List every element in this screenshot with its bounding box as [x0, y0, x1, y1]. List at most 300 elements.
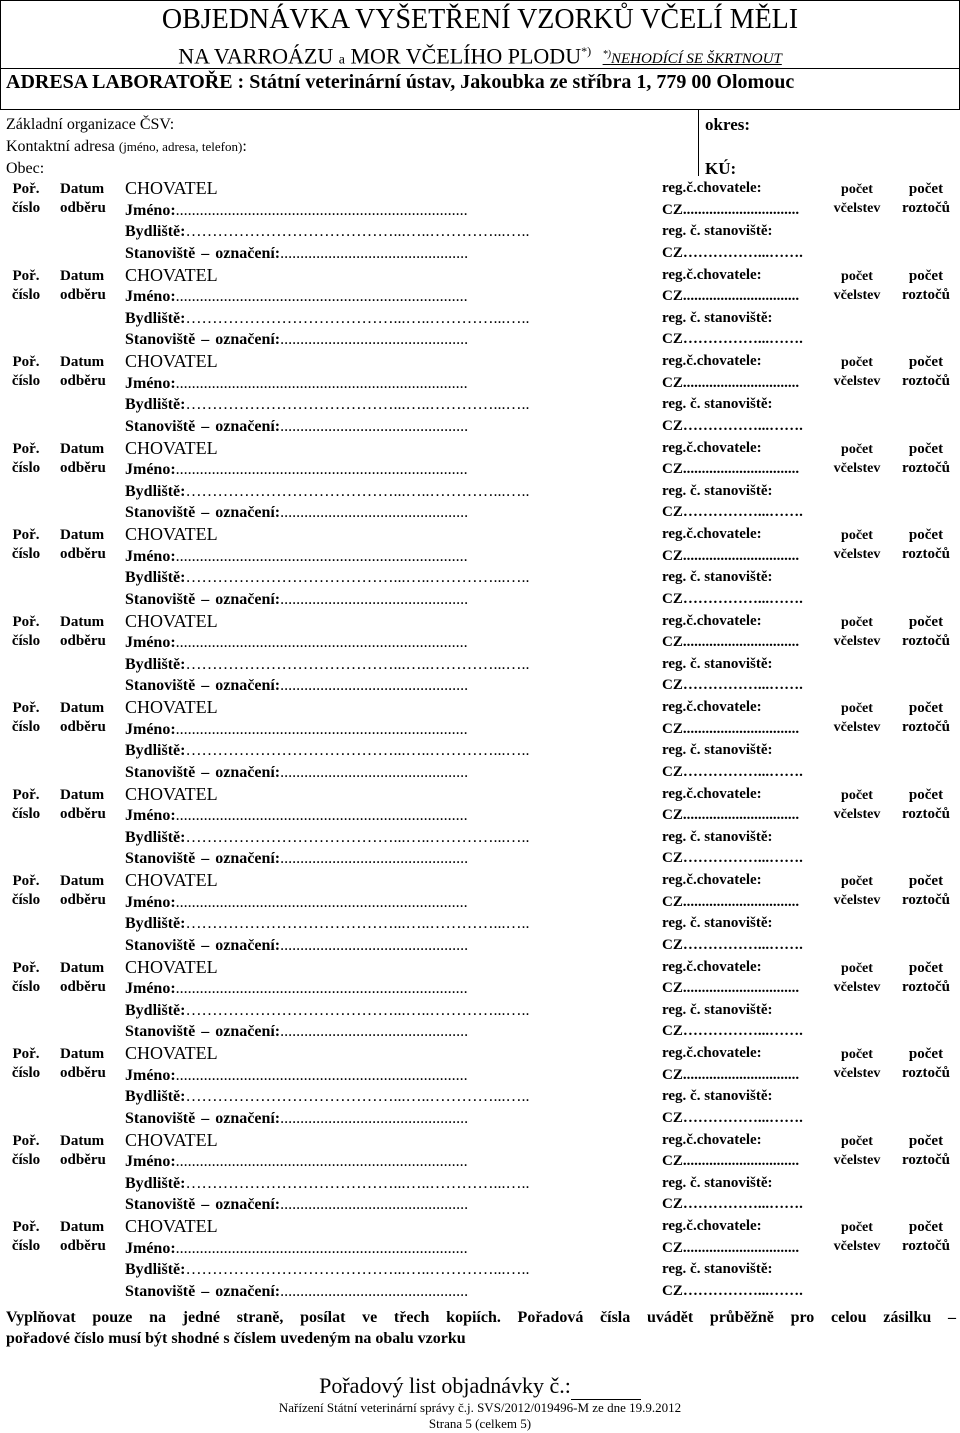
jmeno-dots: .........................................................................	[175, 288, 468, 305]
pocet-label: počet	[908, 1046, 944, 1062]
pocet-label: počet	[908, 613, 944, 630]
pocet-roztocu-label	[896, 699, 956, 737]
jmeno-field[interactable]	[125, 719, 529, 741]
bydliste-field[interactable]	[125, 394, 529, 416]
jmeno-label: Jméno:	[125, 201, 176, 219]
reg-stanoviste-field[interactable]: CZ……………...…….	[662, 244, 803, 261]
reg-stanoviste-label: reg. č. stanoviště:	[662, 828, 773, 845]
oznaceni-label: označení:	[215, 1023, 281, 1040]
datum-label-line1: Datum	[60, 1046, 105, 1062]
bydliste-field[interactable]	[125, 481, 529, 503]
por-label-line2: číslo	[11, 1151, 41, 1168]
datum-odberu-label	[60, 786, 106, 824]
pocet-vcelstev-label	[828, 1132, 886, 1170]
bydliste-label: Bydliště:	[125, 742, 186, 759]
jmeno-label: Jméno:	[125, 288, 176, 305]
oznaceni-label: označení:	[215, 763, 281, 781]
reg-chovatele-field[interactable]: CZ...............................	[662, 720, 800, 737]
datum-label-line2: odběru	[60, 719, 106, 735]
chovatel-heading: CHOVATEL	[125, 1216, 218, 1236]
pocet-roztocu-label	[896, 440, 956, 478]
vcelstev-label: včelstev	[833, 460, 881, 476]
pocet-label: počet	[908, 354, 944, 370]
por-label-line2: číslo	[11, 546, 41, 562]
stanoviste-dash: –	[201, 244, 210, 262]
obec-label: Obec:	[6, 160, 45, 177]
bydliste-dots: …………………………………...…..…………...…..	[185, 396, 530, 413]
bydliste-field[interactable]	[125, 1086, 529, 1108]
vcelstev-label: včelstev	[833, 720, 881, 735]
reg-chovatele-field[interactable]: CZ...............................	[662, 1153, 800, 1169]
reg-chovatele-field[interactable]: CZ...............................	[662, 547, 800, 564]
jmeno-label: Jméno:	[125, 893, 176, 911]
stanoviste-dots: ...............................................	[280, 1109, 469, 1127]
chovatel-block	[125, 784, 529, 870]
pocet-vcelstev-label	[828, 1218, 886, 1256]
stanoviste-label: Stanoviště	[125, 417, 196, 435]
jmeno-field[interactable]	[125, 892, 529, 914]
stanoviste-label: Stanoviště	[125, 1282, 196, 1300]
jmeno-label: Jméno:	[125, 1239, 176, 1257]
vcelstev-label: včelstev	[833, 1152, 881, 1168]
roztocu-label: roztočů	[901, 1151, 951, 1168]
reg-chovatele-field[interactable]: CZ...............................	[662, 1066, 800, 1083]
bydliste-dots: …………………………………...…..…………...…..	[185, 1001, 530, 1019]
jmeno-dots: .........................................................................	[175, 807, 468, 824]
jmeno-field[interactable]	[125, 373, 529, 395]
pocet-label: počet	[841, 441, 873, 457]
pocet-label: počet	[841, 960, 873, 976]
stanoviste-dash: –	[201, 1196, 210, 1213]
reg-stanoviste-label: reg. č. stanoviště:	[662, 915, 773, 931]
pocet-label: počet	[841, 1047, 873, 1062]
pocet-label: počet	[908, 873, 944, 889]
oznaceni-label: označení:	[215, 244, 281, 262]
reg-stanoviste-field[interactable]: CZ……………...…….	[662, 504, 803, 520]
stanoviste-dots: ...............................................	[280, 1023, 469, 1040]
stanoviste-field[interactable]	[125, 762, 529, 784]
divider	[698, 109, 699, 176]
oznaceni-label: označení:	[215, 1282, 281, 1300]
pocet-label: počet	[908, 1219, 944, 1235]
jmeno-field[interactable]	[125, 805, 529, 827]
registration-block	[662, 784, 803, 870]
stanoviste-field[interactable]	[125, 675, 529, 697]
stanoviste-field[interactable]	[125, 502, 529, 524]
bydliste-dots: …………………………………...…..…………...…..	[185, 828, 530, 846]
pocet-label: počet	[908, 527, 944, 543]
datum-label-line1: Datum	[60, 267, 105, 284]
reg-chovatele-field[interactable]: CZ...............................	[662, 374, 800, 391]
por-label-line2: číslo	[11, 978, 41, 995]
bydliste-field[interactable]	[125, 567, 529, 589]
chovatel-heading: CHOVATEL	[125, 870, 218, 890]
stanoviste-field[interactable]	[125, 416, 529, 438]
bydliste-label: Bydliště:	[125, 828, 186, 846]
jmeno-field[interactable]	[125, 1151, 529, 1173]
por-label-line1: Poř.	[12, 786, 40, 803]
reg-chovatele-label: reg.č.chovatele:	[662, 526, 762, 542]
pocet-roztocu-label	[896, 1045, 956, 1083]
bydliste-label: Bydliště:	[125, 1261, 186, 1278]
strike-note	[603, 51, 782, 67]
lab-address: ADRESA LABORATOŘE : Státní veterinární ústav, Jakoubka ze stříbra 1, 779 00 Olomouc	[6, 71, 795, 93]
registration-block	[662, 265, 803, 351]
entry-row	[0, 178, 960, 265]
pocet-label: počet	[908, 440, 944, 457]
datum-odberu-label	[60, 1045, 106, 1083]
entry-row	[0, 957, 960, 1044]
pocet-roztocu-label	[896, 267, 956, 305]
chovatel-block	[125, 1130, 529, 1216]
pocet-label: počet	[908, 181, 944, 197]
reg-chovatele-field[interactable]: CZ...............................	[662, 980, 800, 996]
reg-chovatele-label: reg.č.chovatele:	[662, 439, 762, 456]
por-label-line1: Poř.	[12, 1132, 40, 1149]
stanoviste-field[interactable]	[125, 935, 529, 957]
entry-row	[0, 784, 960, 871]
stanoviste-field[interactable]	[125, 1021, 529, 1043]
pocet-roztocu-label	[896, 526, 956, 564]
reg-stanoviste-label: reg. č. stanoviště:	[662, 223, 773, 239]
pocet-vcelstev-label	[828, 699, 886, 737]
jmeno-field[interactable]	[125, 1238, 529, 1260]
bydliste-dots: …………………………………...…..…………...…..	[185, 915, 530, 932]
reg-stanoviste-field[interactable]: CZ……………...…….	[662, 590, 803, 607]
reg-stanoviste-field[interactable]: CZ……………...…….	[662, 936, 803, 953]
stanoviste-label: Stanoviště	[125, 850, 196, 867]
subtitle-mor: MOR VČELÍHO PLODU	[350, 43, 582, 69]
entry-row	[0, 265, 960, 352]
oznaceni-label: označení:	[215, 936, 281, 954]
stanoviste-dots: ...............................................	[280, 850, 469, 867]
bydliste-field[interactable]	[125, 308, 529, 330]
chovatel-heading: CHOVATEL	[125, 610, 218, 631]
jmeno-dots: .........................................................................	[175, 1066, 468, 1084]
jmeno-field[interactable]	[125, 978, 529, 1000]
datum-odberu-label	[60, 267, 106, 305]
subtitle-footnote-mark: *)	[581, 44, 592, 58]
jmeno-field[interactable]	[125, 459, 529, 481]
reg-stanoviste-label: reg. č. stanoviště:	[662, 1174, 773, 1191]
jmeno-label: Jméno:	[125, 1153, 176, 1170]
roztocu-label: roztočů	[901, 1065, 951, 1081]
entry-row	[0, 524, 960, 611]
reg-stanoviste-label: reg. č. stanoviště:	[662, 396, 773, 412]
datum-label-line1: Datum	[60, 786, 105, 803]
registration-block	[662, 1043, 803, 1129]
por-label-line2: číslo	[11, 286, 41, 303]
datum-label-line1: Datum	[60, 1219, 105, 1235]
poradove-cislo-label	[8, 180, 44, 218]
reg-chovatele-field[interactable]: CZ...............................	[662, 201, 800, 218]
stanoviste-dash: –	[201, 1282, 210, 1300]
vcelstev-label: včelstev	[833, 1239, 881, 1254]
entry-row	[0, 351, 960, 438]
datum-label-line1: Datum	[60, 1132, 105, 1149]
pocet-vcelstev-label	[828, 786, 886, 824]
roztocu-label: roztočů	[901, 632, 951, 649]
pocet-roztocu-label	[896, 613, 956, 651]
page-number: Strana 5 (celkem 5)	[428, 1416, 532, 1431]
stanoviste-field[interactable]	[125, 589, 529, 611]
chovatel-heading: CHOVATEL	[125, 783, 218, 804]
registration-block	[662, 178, 803, 264]
chovatel-block	[125, 265, 529, 351]
por-label-line1: Poř.	[12, 181, 40, 197]
stanoviste-dash: –	[201, 936, 210, 954]
stanoviste-field[interactable]	[125, 1194, 529, 1216]
stanoviste-dash: –	[201, 763, 210, 781]
stanoviste-field[interactable]	[125, 329, 529, 351]
jmeno-label: Jméno:	[125, 720, 176, 738]
oznaceni-label: označení:	[215, 1109, 281, 1127]
pocet-label: počet	[841, 355, 873, 370]
reg-stanoviste-label: reg. č. stanoviště:	[662, 742, 773, 758]
pocet-label: počet	[841, 874, 873, 889]
bydliste-label: Bydliště:	[125, 1174, 186, 1192]
stanoviste-dash: –	[201, 504, 210, 521]
vcelstev-label: včelstev	[833, 374, 881, 389]
bydliste-label: Bydliště:	[125, 915, 186, 932]
chovatel-heading: CHOVATEL	[125, 524, 218, 544]
bydliste-dots: …………………………………...…..…………...…..	[185, 569, 530, 586]
pocet-vcelstev-label	[828, 1045, 886, 1083]
jmeno-field[interactable]	[125, 1065, 529, 1087]
order-sheet-blank[interactable]	[571, 1379, 641, 1400]
datum-label-line2: odběru	[60, 1151, 106, 1168]
poradove-cislo-label	[8, 267, 44, 305]
stanoviste-dash: –	[201, 1109, 210, 1127]
pocet-vcelstev-label	[828, 440, 886, 478]
poradove-cislo-label	[8, 1132, 44, 1170]
reg-chovatele-field[interactable]: CZ...............................	[662, 288, 800, 304]
contact-label: Kontaktní adresa	[6, 138, 115, 155]
reg-stanoviste-field[interactable]: CZ……………...…….	[662, 1196, 803, 1212]
reg-stanoviste-field[interactable]: CZ……………...…….	[662, 1109, 803, 1126]
pocet-vcelstev-label	[828, 613, 886, 651]
entry-row	[0, 1216, 960, 1303]
jmeno-label: Jméno:	[125, 634, 176, 651]
bydliste-dots: …………………………………...…..…………...…..	[185, 309, 530, 327]
chovatel-heading: CHOVATEL	[125, 956, 218, 977]
chovatel-heading: CHOVATEL	[125, 178, 218, 198]
reg-chovatele-label: reg.č.chovatele:	[662, 1131, 762, 1148]
bydliste-label: Bydliště:	[125, 482, 186, 500]
pocet-label: počet	[841, 1220, 873, 1235]
reg-chovatele-field[interactable]: CZ...............................	[662, 807, 800, 823]
chovatel-heading: CHOVATEL	[125, 1043, 218, 1063]
reg-chovatele-label: reg.č.chovatele:	[662, 958, 762, 975]
jmeno-dots: .........................................................................	[175, 374, 468, 392]
oznaceni-label: označení:	[215, 1196, 281, 1213]
reg-chovatele-field[interactable]: CZ...............................	[662, 634, 800, 650]
pocet-roztocu-label	[896, 1218, 956, 1256]
por-label-line1: Poř.	[12, 613, 40, 630]
stanoviste-label: Stanoviště	[125, 1023, 196, 1040]
bydliste-field[interactable]	[125, 1000, 529, 1022]
datum-label-line1: Datum	[60, 873, 105, 889]
datum-label-line1: Datum	[60, 440, 105, 457]
por-label-line2: číslo	[11, 719, 41, 735]
jmeno-dots: .........................................................................	[175, 1239, 468, 1257]
stanoviste-label: Stanoviště	[125, 244, 196, 262]
jmeno-field[interactable]	[125, 286, 529, 308]
bydliste-label: Bydliště:	[125, 1001, 186, 1019]
roztocu-label: roztočů	[901, 200, 951, 216]
order-sheet-number	[0, 1372, 960, 1400]
note-text: NEHODÍCÍ SE ŠKRTNOUT	[610, 51, 782, 68]
pocet-label: počet	[841, 1133, 873, 1149]
poradove-cislo-label	[8, 786, 44, 824]
stanoviste-label: Stanoviště	[125, 590, 196, 608]
reg-stanoviste-field[interactable]: CZ……………...…….	[662, 1023, 803, 1039]
por-label-line1: Poř.	[12, 873, 40, 889]
reg-chovatele-label: reg.č.chovatele:	[662, 266, 762, 283]
pocet-roztocu-label	[896, 1132, 956, 1170]
jmeno-label: Jméno:	[125, 374, 176, 392]
entry-row	[0, 1043, 960, 1130]
jmeno-field[interactable]	[125, 546, 529, 568]
stanoviste-field[interactable]	[125, 848, 529, 870]
contact-hint: (jméno, adresa, telefon)	[118, 139, 243, 154]
ku-label: KÚ:	[705, 159, 737, 178]
bydliste-dots: …………………………………...…..…………...…..	[185, 1174, 530, 1192]
stanoviste-field[interactable]	[125, 243, 529, 265]
jmeno-dots: .........................................................................	[175, 980, 468, 997]
registration-block	[662, 1216, 803, 1302]
reg-stanoviste-label: reg. č. stanoviště:	[662, 569, 773, 585]
por-label-line2: číslo	[11, 892, 41, 908]
vcelstev-label: včelstev	[833, 893, 881, 908]
bydliste-field[interactable]	[125, 1259, 529, 1281]
jmeno-dots: .........................................................................	[175, 461, 468, 478]
stanoviste-field[interactable]	[125, 1281, 529, 1303]
stanoviste-label: Stanoviště	[125, 504, 196, 521]
bydliste-label: Bydliště:	[125, 655, 186, 673]
bydliste-dots: …………………………………...…..…………...…..	[185, 223, 530, 240]
poradove-cislo-label	[8, 613, 44, 651]
stanoviste-dots: ...............................................	[280, 1196, 469, 1213]
jmeno-label: Jméno:	[125, 547, 176, 565]
reg-stanoviste-field[interactable]: CZ……………...…….	[662, 763, 803, 780]
bydliste-label: Bydliště:	[125, 309, 186, 327]
registration-block	[662, 870, 803, 956]
bydliste-field[interactable]	[125, 1173, 529, 1195]
stanoviste-dash: –	[201, 590, 210, 608]
pocet-label: počet	[908, 1132, 944, 1149]
roztocu-label: roztočů	[901, 286, 951, 303]
reg-stanoviste-field[interactable]: CZ……………...…….	[662, 850, 803, 866]
bydliste-field[interactable]	[125, 740, 529, 762]
roztocu-label: roztočů	[901, 1238, 951, 1254]
pocet-vcelstev-label	[828, 353, 886, 391]
reg-chovatele-field[interactable]: CZ...............................	[662, 461, 800, 477]
divider	[0, 68, 960, 69]
bydliste-field[interactable]	[125, 654, 529, 676]
stanoviste-dots: ...............................................	[280, 331, 469, 348]
reg-stanoviste-field[interactable]: CZ……………...…….	[662, 331, 803, 347]
reg-chovatele-label: reg.č.chovatele:	[662, 180, 762, 196]
por-label-line2: číslo	[11, 805, 41, 822]
datum-odberu-label	[60, 872, 106, 910]
datum-label-line1: Datum	[60, 527, 105, 543]
chovatel-block	[125, 438, 529, 524]
chovatel-block	[125, 178, 529, 264]
reg-chovatele-field[interactable]: CZ...............................	[662, 1239, 800, 1256]
bydliste-field[interactable]	[125, 913, 529, 935]
stanoviste-label: Stanoviště	[125, 763, 196, 781]
reg-stanoviste-field[interactable]: CZ……………...…….	[662, 1282, 803, 1299]
pocet-roztocu-label	[896, 959, 956, 997]
entry-row	[0, 870, 960, 957]
contact-address	[6, 137, 247, 157]
bydliste-dots: …………………………………...…..…………...…..	[185, 742, 530, 759]
datum-label-line1: Datum	[60, 700, 105, 716]
stanoviste-label: Stanoviště	[125, 1109, 196, 1127]
datum-odberu-label	[60, 353, 106, 391]
datum-odberu-label	[60, 526, 106, 564]
bydliste-field[interactable]	[125, 827, 529, 849]
reg-chovatele-label: reg.č.chovatele:	[662, 872, 762, 888]
registration-block	[662, 1130, 803, 1216]
stanoviste-dots: ...............................................	[280, 1282, 469, 1300]
reg-stanoviste-label: reg. č. stanoviště:	[662, 1001, 773, 1018]
por-label-line2: číslo	[11, 373, 41, 389]
jmeno-field[interactable]	[125, 200, 529, 222]
bydliste-field[interactable]	[125, 221, 529, 243]
reg-chovatele-field[interactable]: CZ...............................	[662, 893, 800, 910]
por-label-line2: číslo	[11, 1065, 41, 1081]
stanoviste-label: Stanoviště	[125, 677, 196, 694]
datum-label-line2: odběru	[60, 1238, 106, 1254]
reg-chovatele-label: reg.č.chovatele:	[662, 612, 762, 629]
pocet-label: počet	[841, 787, 873, 803]
pocet-label: počet	[908, 786, 944, 803]
por-label-line1: Poř.	[12, 959, 40, 976]
poradove-cislo-label	[8, 440, 44, 478]
pocet-vcelstev-label	[828, 180, 886, 218]
pocet-label: počet	[841, 528, 873, 543]
por-label-line1: Poř.	[12, 354, 40, 370]
reg-stanoviste-field[interactable]: CZ……………...…….	[662, 677, 803, 693]
por-label-line1: Poř.	[12, 267, 40, 284]
datum-label-line2: odběru	[60, 373, 106, 389]
datum-odberu-label	[60, 440, 106, 478]
pocet-vcelstev-label	[828, 267, 886, 305]
jmeno-label: Jméno:	[125, 980, 176, 997]
stanoviste-field[interactable]	[125, 1108, 529, 1130]
stanoviste-dots: ...............................................	[280, 417, 469, 435]
bydliste-label: Bydliště:	[125, 1088, 186, 1105]
reg-stanoviste-field[interactable]: CZ……………...…….	[662, 417, 803, 434]
pocet-label: počet	[841, 268, 873, 284]
stanoviste-label: Stanoviště	[125, 1196, 196, 1213]
subtitle-varroaza: NA VARROÁZU	[178, 43, 334, 69]
vcelstev-label: včelstev	[833, 979, 881, 995]
stanoviste-dots: ...............................................	[280, 590, 469, 608]
jmeno-field[interactable]	[125, 632, 529, 654]
datum-odberu-label	[60, 699, 106, 737]
stanoviste-dash: –	[201, 331, 210, 348]
chovatel-block	[125, 957, 529, 1043]
datum-label-line2: odběru	[60, 805, 106, 822]
org-label: Základní organizace ČSV:	[6, 116, 175, 133]
roztocu-label: roztočů	[901, 978, 951, 995]
chovatel-heading: CHOVATEL	[125, 264, 218, 285]
por-label-line2: číslo	[11, 459, 41, 476]
datum-label-line2: odběru	[60, 978, 106, 995]
